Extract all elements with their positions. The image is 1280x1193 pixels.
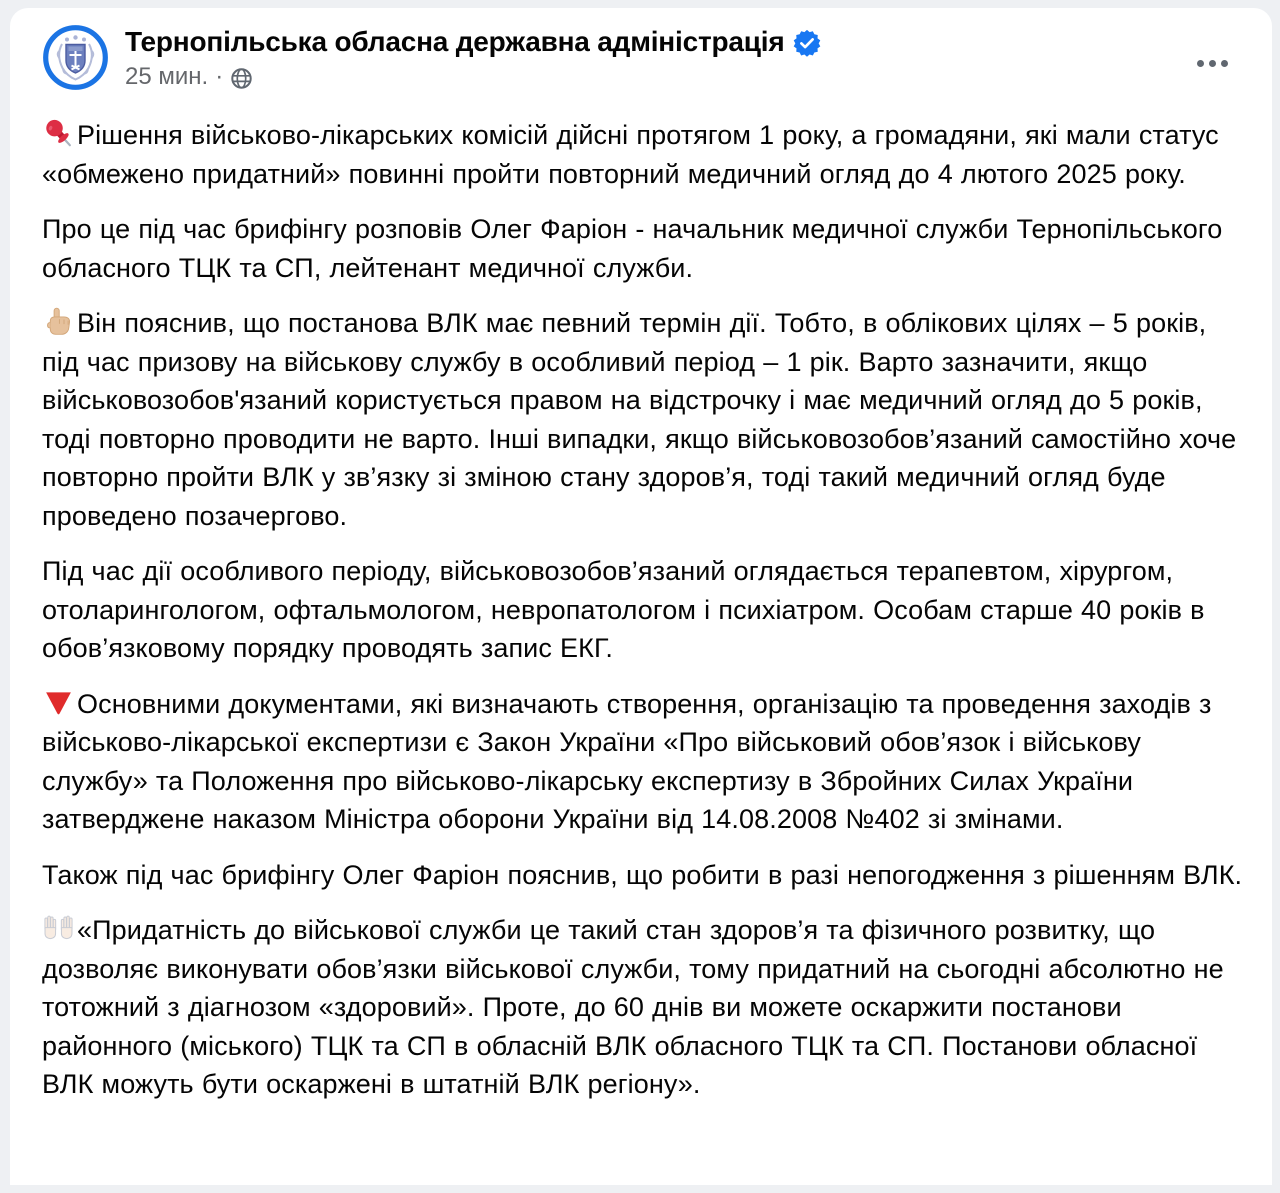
post-timestamp[interactable]: 25 мин. <box>125 63 209 90</box>
header-text <box>125 24 821 91</box>
post-header <box>42 24 1244 91</box>
post-paragraph: Також під час брифінгу Олег Фаріон пояснив, що робити в разі непогодження з рішенням ВЛК. <box>42 859 1243 890</box>
pushpin-icon <box>42 117 75 150</box>
globe-icon <box>230 67 253 90</box>
post-paragraph: Рішення військово-лікарських комісій дійсні протягом 1 року, а громадяни, які мали статус «обмежено придатний» повинні пройти повторний медичний огляд до 4 лютого 2025 року. <box>42 116 1244 193</box>
raising-hands-icon <box>42 912 75 945</box>
red-triangle-down-icon <box>42 686 75 719</box>
coat-of-arms-avatar-icon <box>42 78 109 95</box>
ellipsis-menu-button[interactable] <box>1189 52 1236 75</box>
post-paragraph: Під час дії особливого періоду, військовозобов’язаний оглядається терапевтом, хірургом, отоларингологом, офтальмологом, невропатологом і психіатром. Особам старше 40 років в обов’язковому порядку проводять запис ЕКГ. <box>42 556 1205 663</box>
post-paragraph: Основними документами, які визначають створення, організацію та проведення заходів з військово-лікарської експертизи є Закон України «Про військовий обов’язок і військову службу» та Положення про військово-лікарську експертизу в Збройних Силах України затверджене наказом Міністра оборони України від 14.08.2008 №402 зі змінами. <box>42 685 1244 839</box>
post-paragraph: «Придатність до військової служби це такий стан здоров’я та фізичного розвитку, що дозволяє виконувати обов’язки військової служби, тому придатний на сьогодні абсолютно не тотожний з діагнозом «здоровий». Проте, до 60 днів ви можете оскаржити постанови районного (міського) ТЦК та СП в обласній ВЛК обласного ТЦК та СП. Постанови обласної ВЛК можуть бути оскаржені в штатній ВЛК регіону». <box>42 911 1244 1104</box>
meta-separator: · <box>215 63 224 90</box>
post-paragraph: Він пояснив, що постанова ВЛК має певний термін дії. Тобто, в облікових цілях – 5 років, під час призову на військову службу в особливий період – 1 рік. Варто зазначити, якщо військовозобов'язаний користується правом на відстрочку і має медичний огляд до 5 років, тоді повторно проводити не варто. Інші випадки, якщо військовозобов’язаний самостійно хоче повторно пройти ВЛК у зв’язку зі зміною стану здоров’я, тоді такий медичний огляд буде проведено позачергово. <box>42 304 1244 535</box>
page-name-link[interactable]: Тернопільська обласна державна адміністрація <box>125 26 785 57</box>
avatar[interactable] <box>42 24 109 91</box>
facebook-post-card <box>10 8 1272 1185</box>
index-finger-up-icon <box>42 305 75 338</box>
post-paragraph: Про це під час брифінгу розповів Олег Фаріон - начальник медичної служби Тернопільського обласного ТЦК та СП, лейтенант медичної служби. <box>42 214 1223 283</box>
verified-badge-icon <box>793 29 821 57</box>
post-body <box>42 116 1244 1104</box>
